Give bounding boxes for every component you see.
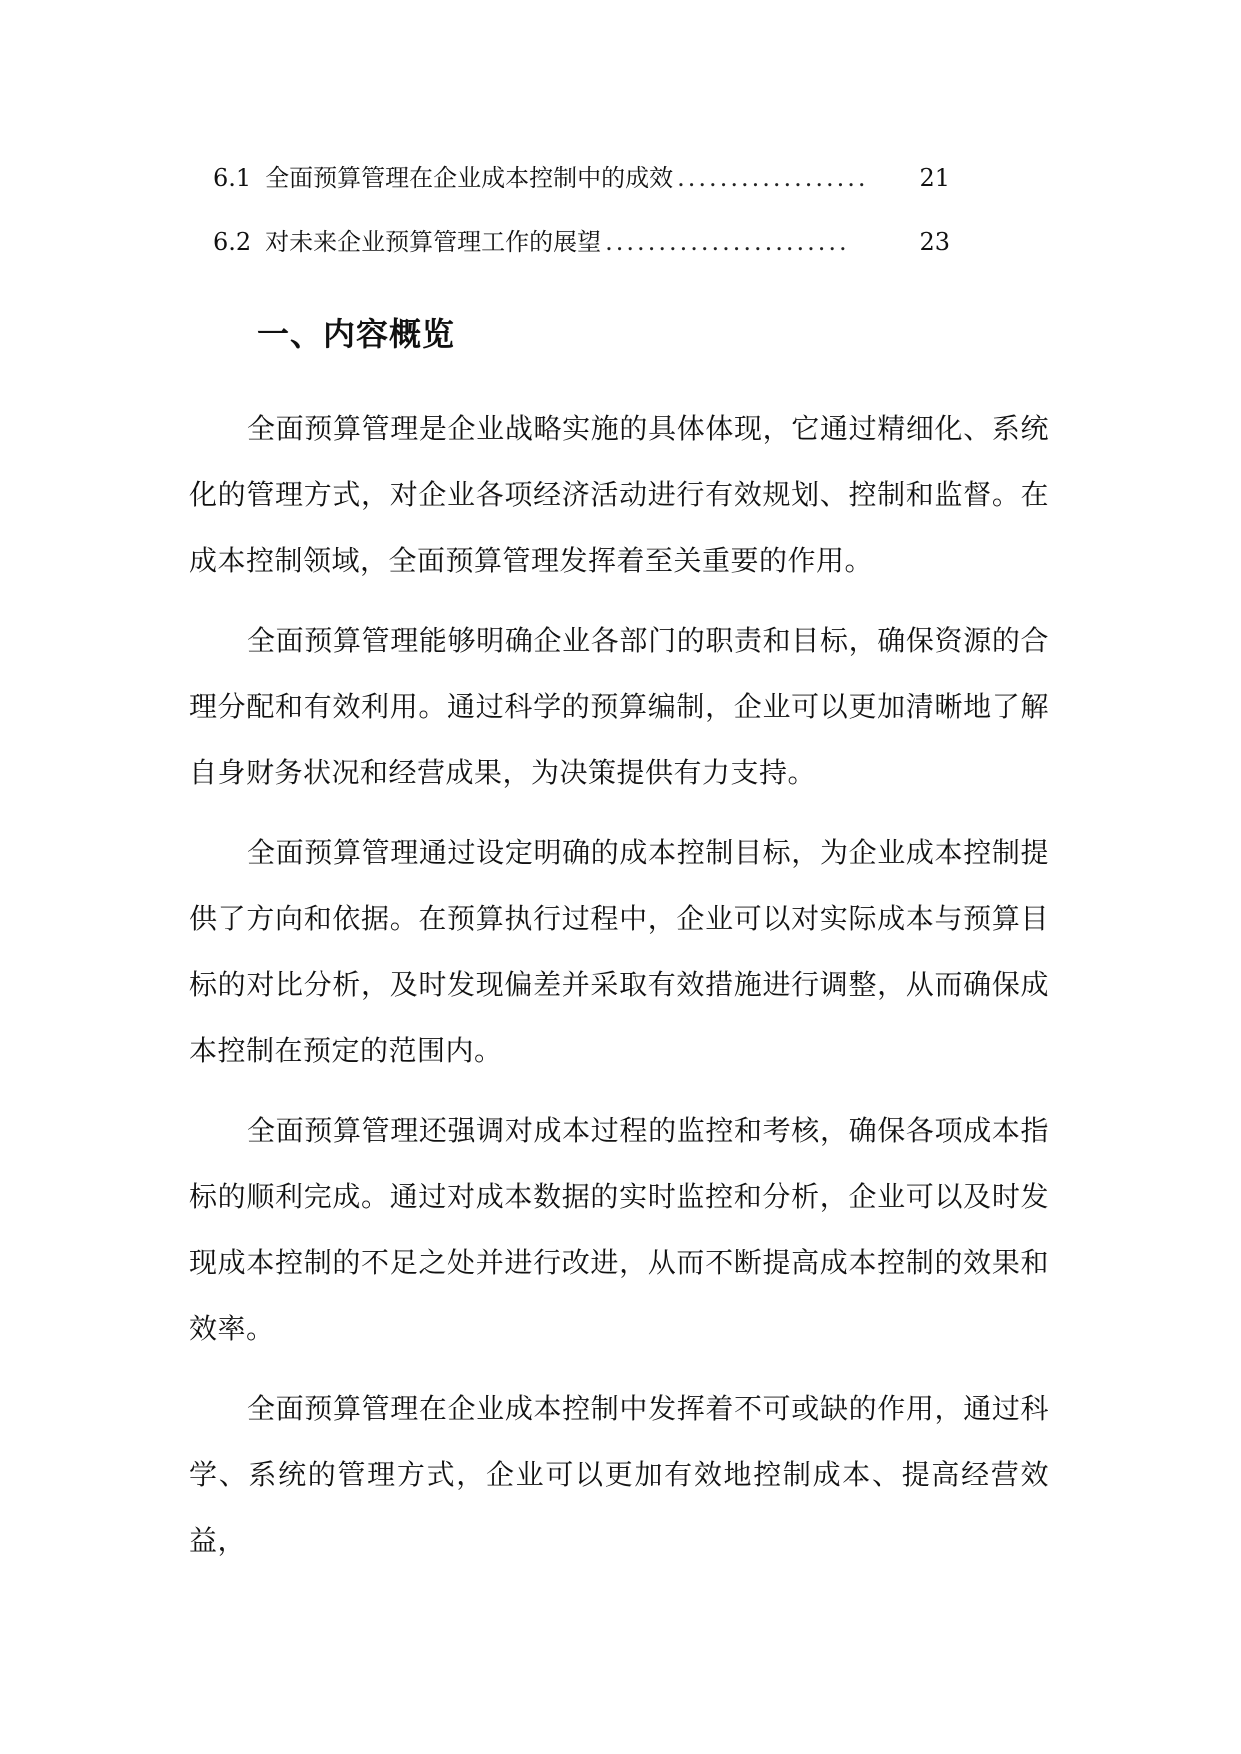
toc-entry[interactable]: [213, 210, 950, 274]
body-paragraph: 全面预算管理是企业战略实施的具体体现，它通过精细化、系统化的管理方式，对企业各项经济活动进行有效规划、控制和监督。在成本控制领域，全面预算管理发挥着至关重要的作用。: [189, 412, 1049, 577]
toc-entry-number: 6.2: [213, 228, 252, 256]
toc-dot-leader: .......................: [605, 228, 850, 256]
toc-page-number: 23: [919, 228, 950, 256]
toc-entry-title: 全面预算管理在企业成本控制中的成效: [265, 164, 674, 192]
body-paragraph: 全面预算管理还强调对成本过程的监控和考核，确保各项成本指标的顺利完成。通过对成本数据的实时监控和分析，企业可以及时发现成本控制的不足之处并进行改进，从而不断提高成本控制的效果和效率。: [189, 1114, 1049, 1345]
toc-dot-leader: ..................: [677, 164, 869, 192]
body-paragraph: 全面预算管理通过设定明确的成本控制目标，为企业成本控制提供了方向和依据。在预算执行过程中，企业可以对实际成本与预算目标的对比分析，及时发现偏差并采取有效措施进行调整，从而确保成本控制在预定的范围内。: [189, 836, 1049, 1067]
section-heading: 一、内容概览: [257, 315, 456, 353]
toc-entry[interactable]: [213, 146, 950, 210]
section-body: [189, 396, 1049, 1588]
body-paragraph: 全面预算管理在企业成本控制中发挥着不可或缺的作用，通过科学、系统的管理方式，企业可以更加有效地控制成本、提高经营效益，: [189, 1392, 1049, 1557]
toc-page-number: 21: [919, 164, 950, 192]
table-of-contents: [213, 146, 950, 274]
body-paragraph: 全面预算管理能够明确企业各部门的职责和目标，确保资源的合理分配和有效利用。通过科学的预算编制，企业可以更加清晰地了解自身财务状况和经营成果，为决策提供有力支持。: [189, 624, 1049, 789]
toc-entry-title: 对未来企业预算管理工作的展望: [265, 228, 602, 256]
toc-entry-number: 6.1: [213, 164, 252, 192]
